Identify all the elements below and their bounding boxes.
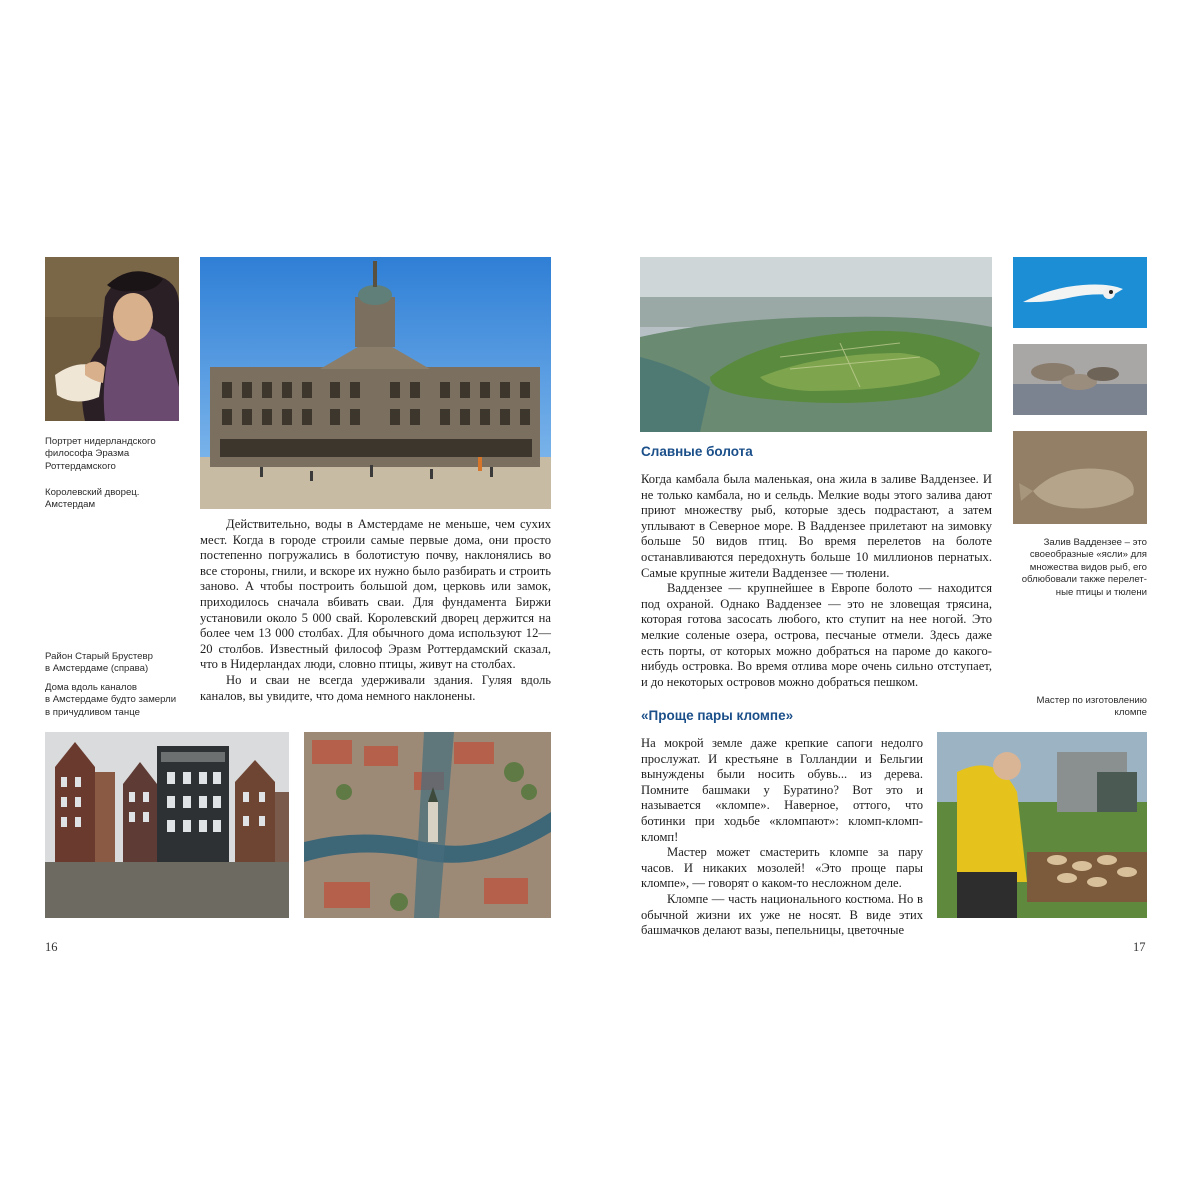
erasmus-portrait-image	[45, 257, 179, 421]
royal-palace-image	[200, 257, 551, 509]
paragraph: На мокрой земле даже крепкие сапоги недолго прослужат. И крестьяне в Голландии и Бельгии вынуждены были носить обувь... из дерева. Помните башмаки у Буратино? Вот это и называется «кломпе». Наверное, оттого, что ботинки при ходьбе «кломпают»: кломп-кломп-кломп!	[641, 736, 923, 844]
wadden-sea-aerial-image	[640, 257, 992, 432]
section-heading-marshes: Славные болота	[641, 444, 753, 459]
master-caption: Мастер по изготовлению кломпе	[1036, 695, 1147, 719]
clog-maker-image	[937, 732, 1147, 918]
wadden-caption: Залив Ваддензее – это своеобразные «ясли» для множества видов рыб, его облюбовали также перелет- ные птицы и тюлени	[1021, 537, 1147, 598]
paragraph: Ваддензее — крупнейшее в Европе болото — находится под охраной. Однако Ваддензее — это не зловещая трясина, которая готова засосать любого, кто ступит на нее ногой. Это мелкие соленые озера, острова, песчаные отмели. Здесь даже есть порты, от которых можно добраться на пароме до какого-нибудь островка. Во время отлива море очень сильно отступает, и до некоторых островов можно добраться пешком.	[641, 581, 992, 689]
canal-houses-caption: Дома вдоль каналов в Амстердаме будто замерли в причудливом танце	[45, 682, 177, 718]
old-brewster-aerial-image	[304, 732, 551, 918]
palace-caption: Королевский дворец. Амстердам	[45, 487, 140, 511]
bird-image	[1013, 257, 1147, 328]
erasmus-caption: Портрет нидерландского философа Эразма Роттердамского	[45, 436, 156, 472]
paragraph: Когда камбала была маленькая, она жила в заливе Ваддензее. И не только камбала, но и сельдь. Мелкие воды этого залива дают приют множеству рыб, которые здесь подрастают, а затем уплывают в Северное море. В Ваддензее прилетают на зимовку больше 50 видов птиц. Во время перелетов на болоте останавливаются передохнуть больше 10 миллионов пернатых. Самые крупные жители Ваддензее — тюлени.	[641, 472, 992, 580]
section-heading-klompen: «Проще пары кломпе»	[641, 708, 794, 723]
paragraph: Мастер может смастерить кломпе за пару часов. И никаких мозолей! «Это проще пары кломпе», — говорят о каком-то несложном деле.	[641, 845, 923, 891]
left-body-text	[200, 517, 551, 704]
klompen-body-text	[641, 736, 923, 939]
marshes-body-text	[641, 472, 992, 690]
paragraph: Но и сваи не всегда удерживали здания. Гуляя вдоль каналов, вы увидите, что дома немного наклонены.	[200, 672, 551, 703]
paragraph: Кломпе — часть национального костюма. Но в обычной жизни их уже не носят. В виде этих башмачков делают вазы, пепельницы, цветочные	[641, 891, 923, 938]
seals-image	[1013, 344, 1147, 415]
canal-houses-image	[45, 732, 289, 918]
page-number-right: 17	[1133, 940, 1146, 954]
flatfish-image	[1013, 431, 1147, 524]
page-number-left: 16	[45, 940, 58, 954]
brewster-caption: Район Старый Брустевр в Амстердаме (справа)	[45, 651, 153, 675]
paragraph: Действительно, воды в Амстердаме не меньше, чем сухих мест. Когда в городе строили самые первые дома, они просто постепенно погружались в болотистую почву, наклонялись во все стороны, гнили, и вскоре их нужно было разбирать и строить заново. А чтобы построить большой дом, церковь или замок, приходилось сначала вбивать сваи. Для фундамента Биржи установили около 5 000 свай. Королевский дворец держится на более чем 13 000 столбах. Для обычного дома используют 12—20 столбов. Известный философ Эразм Роттердамский сказал, что в Нидерландах люди, словно птицы, живут на столбах.	[200, 517, 551, 672]
